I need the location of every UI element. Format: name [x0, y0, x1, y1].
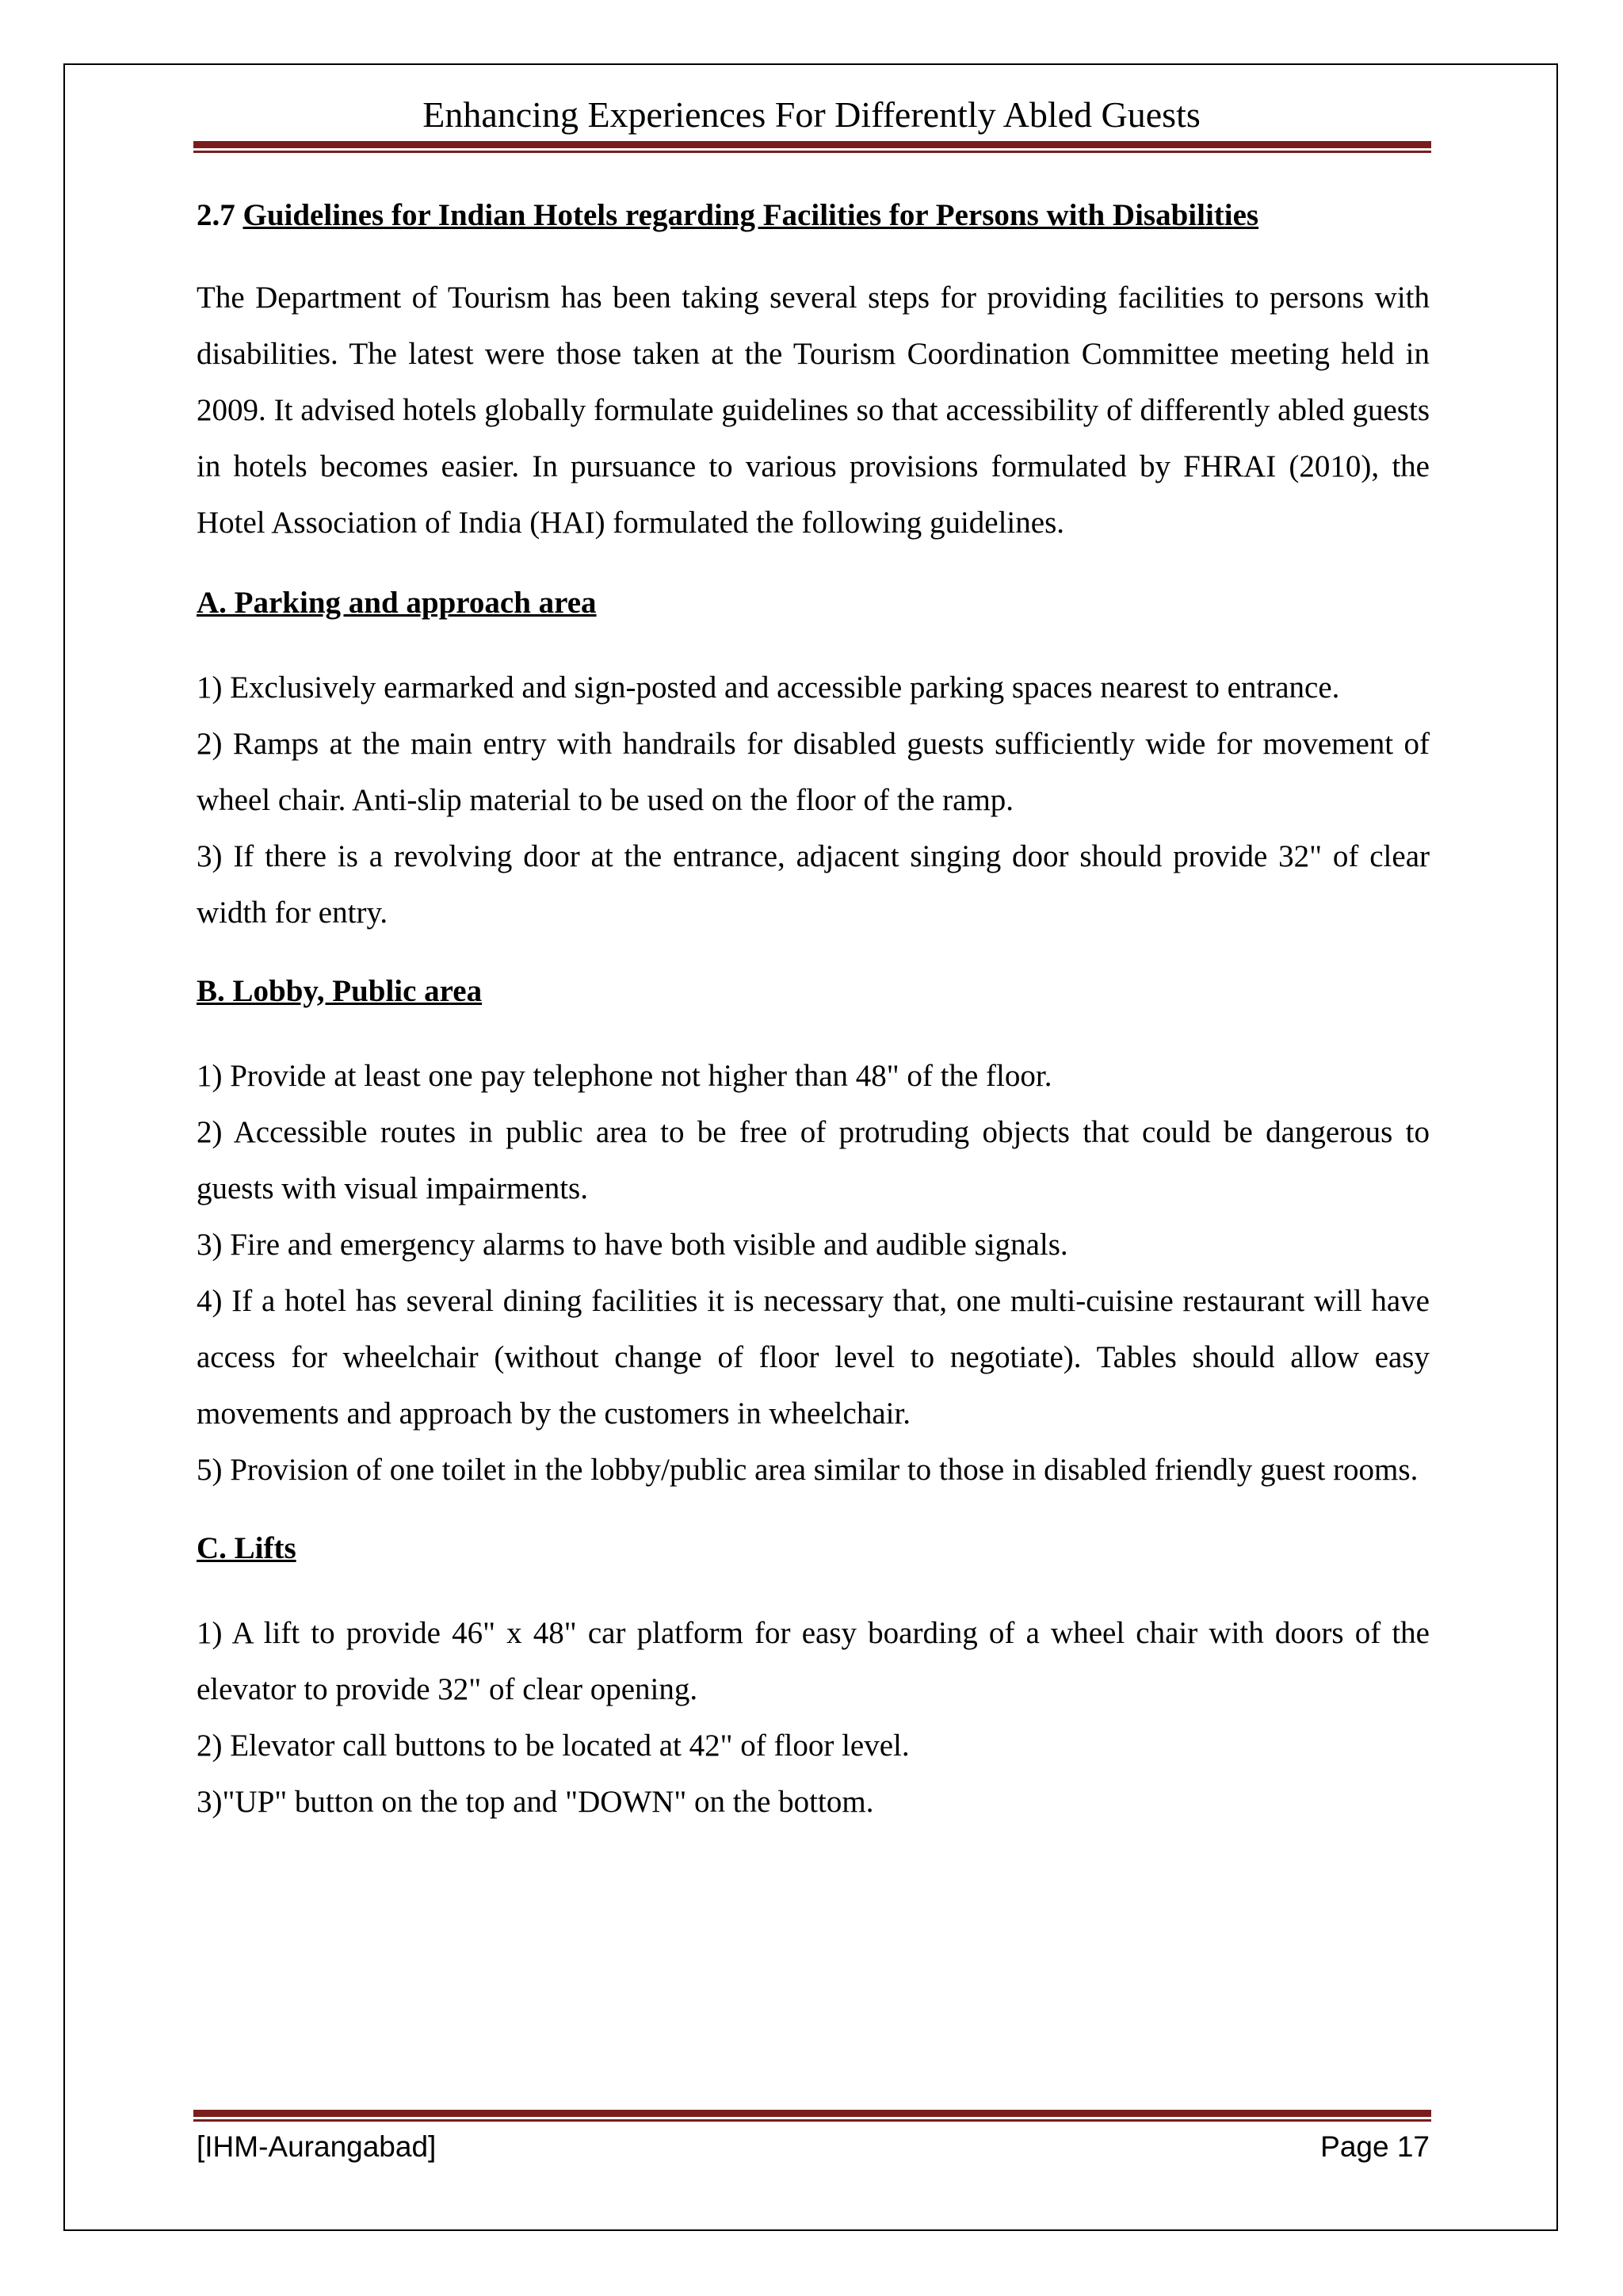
list-item: 1) Exclusively earmarked and sign-posted and accessible parking spaces nearest to entrance. — [197, 670, 1340, 705]
header-rule — [193, 141, 1431, 153]
list-item: 2) Elevator call buttons to be located at 42" of floor level. — [197, 1729, 910, 1763]
intro-paragraph: The Department of Tourism has been taking several steps for providing facilities to persons with disabilities. The latest were those taken at the Tourism Coordination Committee meeting held in 2009. It advised hotels globally formulate guidelines so that accessibility of differently abled guests in hotels becomes easier. In pursuance to various provisions formulated by FHRAI (2010), the Hotel Association of India (HAI) formulated the following guidelines. — [197, 281, 1430, 540]
list-item: 3) Fire and emergency alarms to have both visible and audible signals. — [197, 1228, 1068, 1262]
page-content — [197, 192, 1430, 1830]
lifts-heading: C. Lifts — [197, 1531, 296, 1565]
list-item: 2) Ramps at the main entry with handrails for disabled guests sufficiently wide for movement of wheel chair. Anti-slip material to be used on the floor of the ramp. — [197, 727, 1430, 817]
list-item: 3)"UP" button on the top and "DOWN" on the bottom. — [197, 1785, 874, 1819]
section-number: 2.7 — [197, 198, 235, 232]
footer-institute: [IHM-Aurangabad] — [197, 2130, 437, 2163]
lobby-heading: B. Lobby, Public area — [197, 974, 483, 1008]
lobby-list — [197, 1048, 1430, 1498]
list-item: 1) Provide at least one pay telephone not higher than 48" of the floor. — [197, 1059, 1052, 1093]
section-heading — [197, 192, 1430, 239]
list-item: 2) Accessible routes in public area to be free of protruding objects that could be dangerous to guests with visual impairments. — [197, 1115, 1430, 1205]
list-item: 1) A lift to provide 46" x 48" car platform for easy boarding of a wheel chair with doors of the elevator to provide 32" of clear opening. — [197, 1616, 1430, 1706]
page-number: Page 17 — [1320, 2130, 1430, 2163]
parking-heading: A. Parking and approach area — [197, 586, 597, 620]
parking-list — [197, 659, 1430, 941]
footer-rule — [193, 2110, 1431, 2122]
list-item: 5) Provision of one toilet in the lobby/public area similar to those in disabled friendly guest rooms. — [197, 1453, 1419, 1487]
header-title: Enhancing Experiences For Differently Abled Guests — [422, 94, 1201, 135]
list-item: 3) If there is a revolving door at the entrance, adjacent singing door should provide 32" of clear width for entry. — [197, 839, 1430, 930]
section-title: Guidelines for Indian Hotels regarding Facilities for Persons with Disabilities — [242, 198, 1259, 232]
lifts-list — [197, 1605, 1430, 1830]
list-item: 4) If a hotel has several dining facilities it is necessary that, one multi-cuisine restaurant will have access for wheelchair (without change of floor level to negotiate). Tables should allow easy movements and approach by the customers in wheelchair. — [197, 1284, 1430, 1431]
